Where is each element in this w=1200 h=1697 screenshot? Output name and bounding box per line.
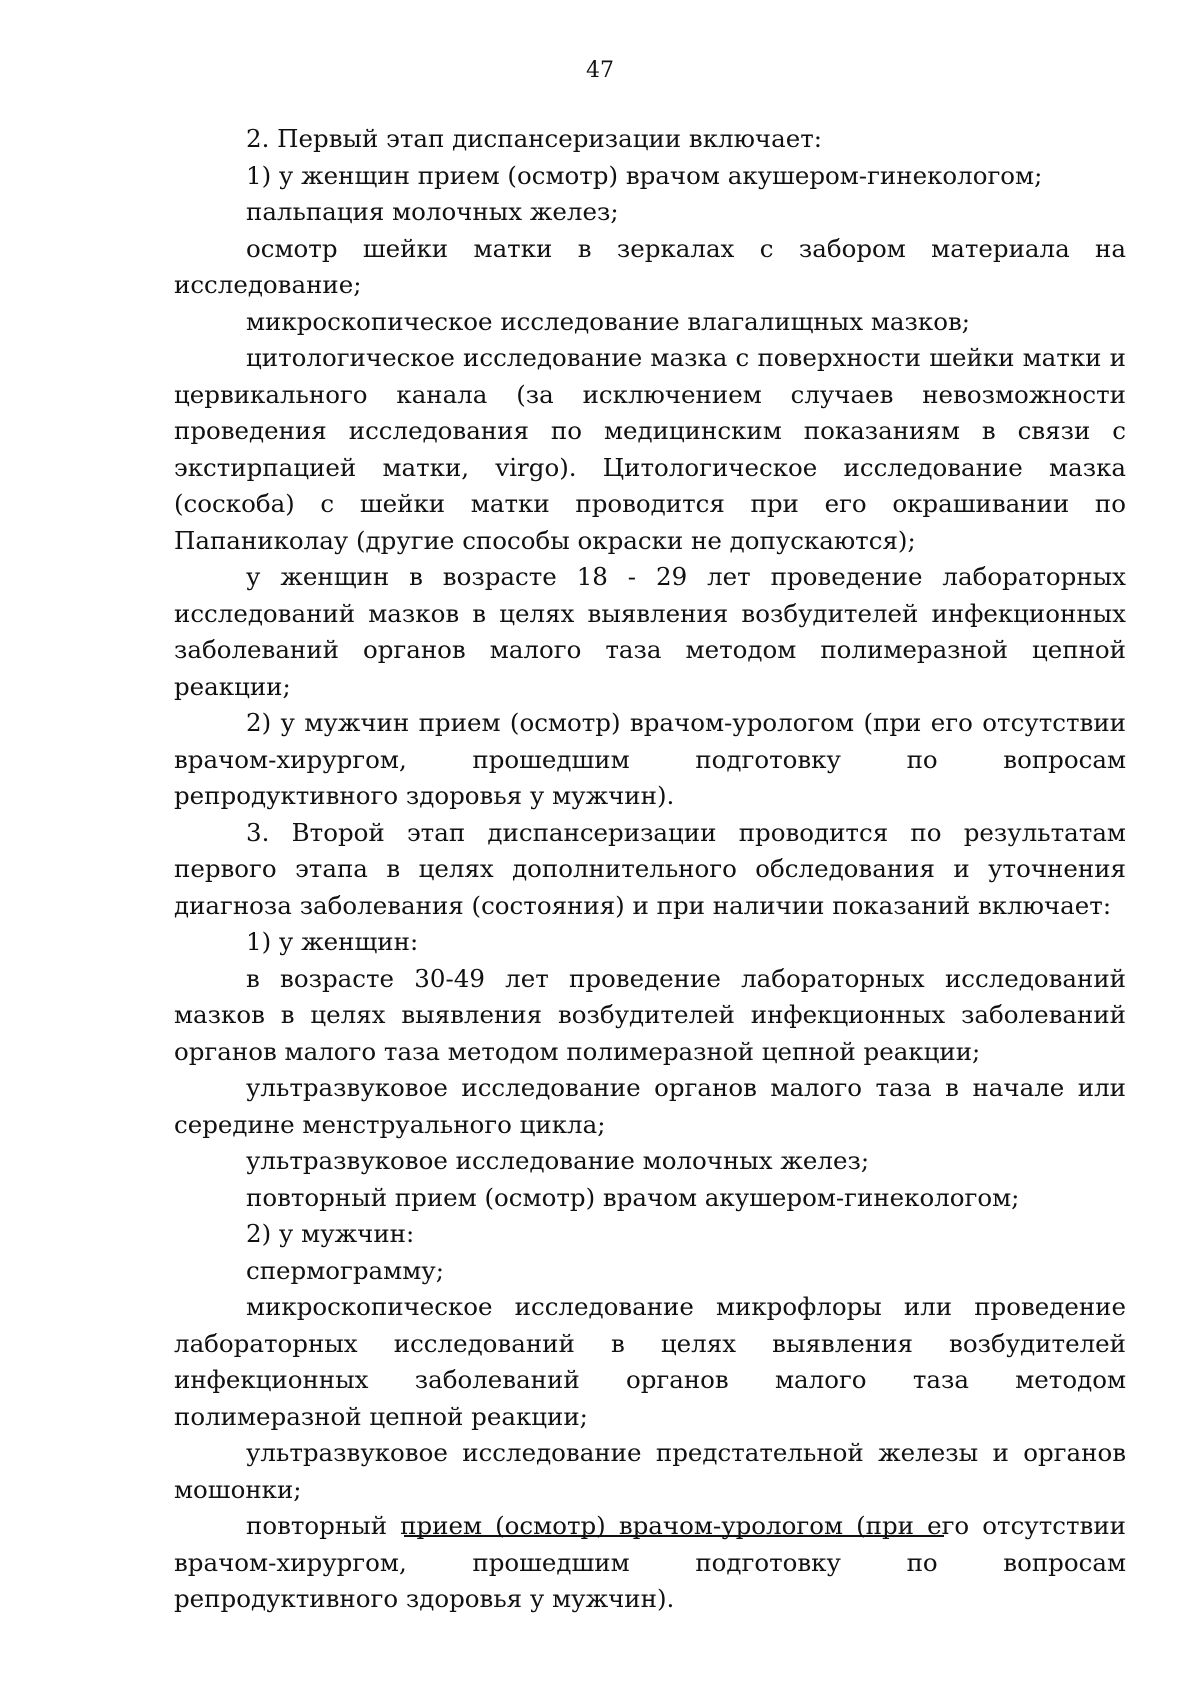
paragraph-men-urologist: 2) у мужчин прием (осмотр) врачом-урологом (при его отсутствии врачом-хирургом, прошедшим подготовку по вопросам репродуктивного здоровья у мужчин). xyxy=(174,708,1126,810)
paragraph-breast-palpation: пальпация молочных желез; xyxy=(246,197,619,226)
document-body xyxy=(174,121,1126,1618)
paragraph-women-gynecologist: 1) у женщин прием (осмотр) врачом акушером-гинекологом; xyxy=(246,160,1043,190)
paragraph-women-heading: 1) у женщин: xyxy=(246,927,419,956)
paragraph-cervix-exam: осмотр шейки матки в зеркалах с забором материала на исследование; xyxy=(174,233,1126,299)
paragraph-microflora: микроскопическое исследование микрофлоры или проведение лабораторных исследований в целях выявления возбудителей инфекционных заболеваний органов малого таза методом полимеразной цепной реакции; xyxy=(174,1292,1126,1431)
paragraph-microscopic-smear: микроскопическое исследование влагалищных мазков; xyxy=(246,306,971,336)
paragraph-men-heading: 2) у мужчин: xyxy=(246,1219,415,1248)
paragraph-prostate-ultrasound: ультразвуковое исследование предстательной железы и органов мошонки; xyxy=(174,1438,1126,1504)
paragraph-repeat-gynecologist: повторный прием (осмотр) врачом акушером-гинекологом; xyxy=(246,1182,1020,1212)
paragraph-stage-two-intro: 3. Второй этап диспансеризации проводится по результатам первого этапа в целях дополнительного обследования и уточнения диагноза заболевания (состояния) и при наличии показаний включает: xyxy=(174,817,1126,920)
paragraph-repeat-urologist: повторный прием (осмотр) врачом-урологом (при его отсутствии врачом-хирургом, прошедшим подготовку по вопросам репродуктивного здоровья у мужчин). xyxy=(174,1511,1126,1613)
end-of-document-rule xyxy=(404,1535,944,1537)
paragraph-stage-one-intro: 2. Первый этап диспансеризации включает: xyxy=(246,124,823,153)
paragraph-pelvic-ultrasound: ультразвуковое исследование органов малого таза в начале или середине менструального цикла; xyxy=(174,1073,1126,1139)
paragraph-cytology: цитологическое исследование мазка с поверхности шейки матки и цервикального канала (за исключением случаев невозможности проведения исследования по медицинским показаниям в связи с экстирпацией матки, virgo). Цитологическое исследование мазка (соскоба) с шейки матки проводится при его окрашивании по Папаниколау (другие способы окраски не допускаются); xyxy=(174,343,1126,555)
paragraph-women-30-49-pcr: в возрасте 30-49 лет проведение лабораторных исследований мазков в целях выявления возбудителей инфекционных заболеваний органов малого таза методом полимеразной цепной реакции; xyxy=(174,963,1126,1066)
paragraph-breast-ultrasound: ультразвуковое исследование молочных желез; xyxy=(246,1146,870,1175)
paragraph-women-18-29-pcr: у женщин в возрасте 18 - 29 лет проведение лабораторных исследований мазков в целях выявления возбудителей инфекционных заболеваний органов малого таза методом полимеразной цепной реакции; xyxy=(174,562,1126,701)
paragraph-spermogram: спермограмму; xyxy=(246,1255,444,1285)
page-number: 47 xyxy=(586,58,614,83)
